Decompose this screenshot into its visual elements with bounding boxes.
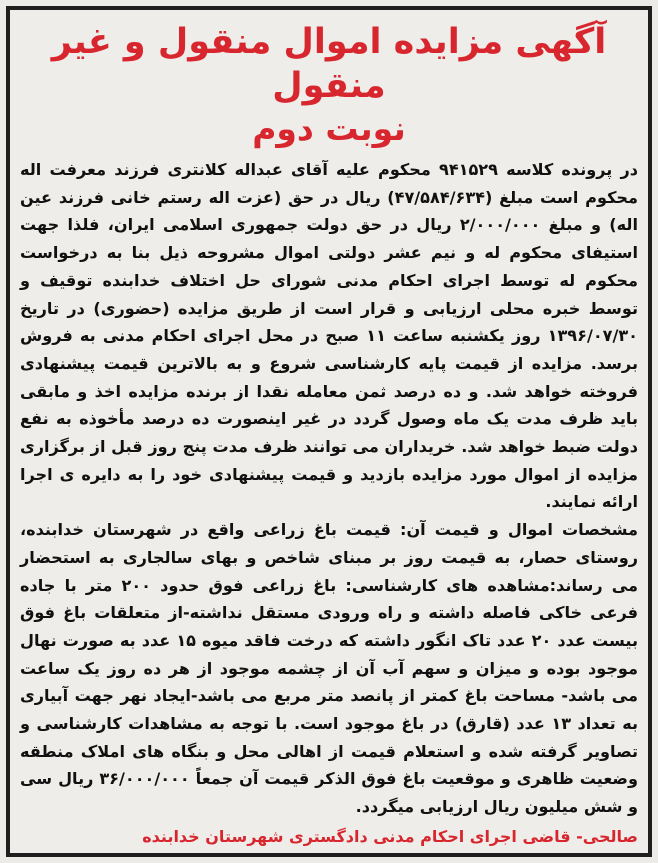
auction-details-paragraph: در پرونده کلاسه ۹۴۱۵۲۹ محکوم علیه آقای عبداله کلانتری فرزند معرفت اله محکوم است مبلغ (۴۷/۵۸۴/۶۳۴) ریال در حق (عزت اله رستم خانی فرزند عین اله) و مبلغ ۲/۰۰۰/۰۰۰ ریال در حق دولت جمهوری اسلامی ایران، فلذا جهت استیفای محکوم له و نیم عشر دولتی اموال مشروحه ذیل بنا به درخواست محکوم له توسط اجرای احکام مدنی شورای حل اختلاف خدابنده توقیف و توسط خبره محلی ارزیابی و قرار است از طریق مزایده (حضوری) در تاریخ ۱۳۹۶/۰۷/۳۰ روز یکشنبه ساعت ۱۱ صبح در محل اجرای احکام مدنی به فروش برسد. مزایده از قیمت پایه کارشناسی شروع و به بالاترین قیمت پیشنهادی فروخته خواهد شد. و ده درصد ثمن معامله نقدا از برنده مزایده اخذ و مابقی باید ظرف مدت یک ماه وصول گردد در غیر اینصورت ده درصد مأخوذه به نفع دولت ضبط خواهد شد. خریداران می توانند ظرف مدت پنج روز قبل از برگزاری مزایده از اموال مورد مزایده بازدید و قیمت پیشنهادی خود را به دایره ی اجرا ارائه نمایند.: [20, 160, 638, 512]
notice-content: [10, 10, 648, 853]
notice-title: آگهی مزایده اموال منقول و غیر منقول: [51, 22, 607, 106]
judge-signature: صالحی- قاضی اجرای احکام مدنی دادگستری شهرستان خدابنده: [142, 826, 638, 846]
property-specifications-paragraph: مشخصات اموال و قیمت آن: قیمت باغ زراعی واقع در شهرستان خدابنده، روستای حصار، به قیمت روز بر مبنای شاخص و بهای سالجاری به استحضار می رساند:مشاهده های کارشناسی: باغ زراعی فوق حدود ۲۰۰ متر با جاده فرعی خاکی فاصله داشته و راه ورودی مستقل نداشته-از متعلقات باغ فوق بیست عدد ۲۰ عدد تاک انگور داشته که درخت فاقد میوه ۱۵ عدد به صورت نهال موجود بوده و میزان و سهم آب آن از چشمه موجود از هر ده روز یک ساعت می باشد- مساحت باغ کمتر از پانصد متر مربع می باشد-ایجاد نهر جهت آبیاری به تعداد ۱۳ عدد (قارق) در باغ موجود است. با توجه به مشاهدات کارشناسی و تصاویر گرفته شده و استعلام قیمت از اهالی محل و بنگاه های املاک منطقه وضعیت ظاهری و موقعیت باغ فوق الذکر قیمت آن جمعاً ۳۶/۰۰۰/۰۰۰ ریال سی و شش میلیون ریال ارزیابی میگردد.: [20, 520, 638, 817]
notice-border: [6, 6, 652, 857]
notice-subtitle: نوبت دوم: [252, 109, 406, 148]
